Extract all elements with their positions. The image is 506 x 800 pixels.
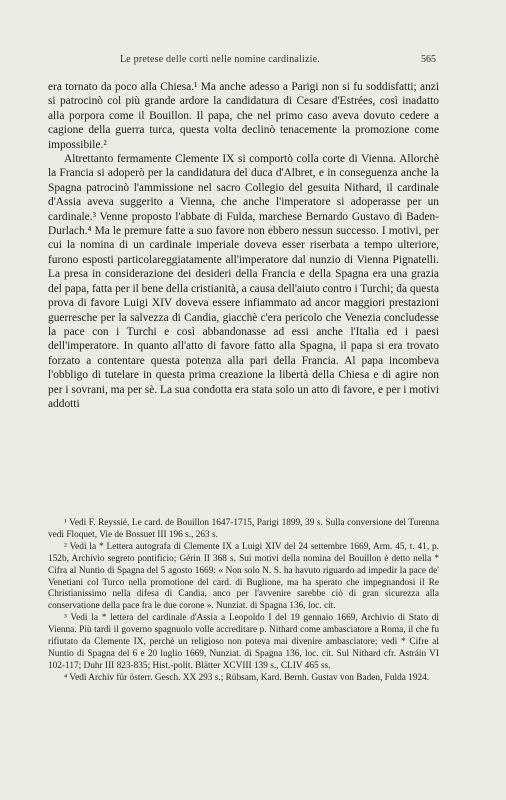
paragraph: Altrettanto fermamente Clemente IX si comportò colla corte di Vienna. Allorchè la Francia si adoperò per la candidatura del duca d'Albret, e in conseguenza anche la Spagna patrocinò l'ammissione nel sacro Collegio del gesuita Nithard, il cardinale d'Assia aveva suggerito a Vienna, che anche l'imperatore si adoperasse per un cardinale.³ Venne proposto l'abbate di Fulda, marchese Bernardo Gustavo di Baden-Durlach.⁴ Ma le premure fatte a suo favore non ebbero nessun successo. I motivi, per cui la nomina di un cardinale imperiale doveva esser riserbata a tempo ulteriore, furono esposti particolareggiatamente all'imperatore dal nunzio di Vienna Pignatelli. La presa in considerazione dei desideri della Francia e della Spagna era una grazia del papa, fatta per il bene della cristianità, a causa dell'aiuto contro i Turchi; da questa prova di favore Luigi XIV doveva essere infiammato ad ancor maggiori prestazioni guerresche per la salvezza di Candia, giacchè c'era pericolo che Venezia concludesse la pace con i Turchi e così abbandonasse ad essi anche l'Italia ed i paesi dell'imperatore. In quanto all'atto di favore fatto alla Spagna, il papa si era trovato forzato a contentare questa potenza alla pari della Francia. Al papa incombeva l'obbligo di tutelare in questa prima creazione la libertà della Chiesa e di agire non per i sovrani, ma per sè. La sua condotta era stata solo un atto di favore, e per i motivi addotti xyxy=(48,153,439,410)
footnote: ¹ Vedi F. Reyssié, Le card. de Bouillon 1647-1715, Parigi 1899, 39 s. Sulla conversione del Turenna vedi Floquet, Vie de Bossuet III 196 s., 263 s. xyxy=(48,518,439,540)
footnote: ⁴ Vedi Archiv für österr. Gesch. XX 293 s.; Rübsam, Kard. Bernh. Gustav von Baden, Fulda 1924. xyxy=(64,672,430,683)
footnote: ³ Vedi la * lettera del cardinale d'Assia a Leopoldo I del 19 gennaio 1669, Archivio di Stato di Vienna. Più tardi il governo spagnuolo volle accreditare p. Nithard come ambasciatore a Roma, il che fu rifiutato da Clemente IX, perchè un religioso non poteva mai divenire ambasciatore; vedi * Cifre al Nuntio di Spagna del 6 e 20 luglio 1669, Nunziat. di Spagna 136, loc. cit. Sul Nithard cfr. Astráin VI 102-117; Duhr III 823-835; Hist.-polit. Blätter XCVIII 139 s., CLIV 465 ss. xyxy=(48,613,439,671)
main-text xyxy=(48,80,439,411)
footnotes xyxy=(48,518,439,685)
running-title: Le pretese delle corti nelle nomine cardinalizie. xyxy=(120,54,320,65)
paragraph: era tornato da poco alla Chiesa.¹ Ma anche adesso a Parigi non si fu soddisfatti; anzi si patrocinò col più grande ardore la candidatura di Cesare d'Estrées, così inadatto alla porpora come il Bouillon. Il papa, che nel primo caso aveva dovuto cedere a cagione della guerra turca, questa volta declinò tenacemente la promozione come impossibile.² xyxy=(48,81,439,151)
footnote: ² Vedi la * Lettera autografa di Clemente IX a Luigi XIV del 24 settembre 1669, Arm. 45, t. 41, p. 152b, Archivio segreto pontificio; Gérin II 368 s. Sui motivi della nomina del Bouillon è detto nella * Cifra al Nuntio di Spagna del 5 agosto 1669: « Non solo N. S. ha havuto riguardo ad impedir la pace de' Venetiani col Turco nella promotione del card. di Buglione, ma ha sperato che impegnandosi il Re Christianissimo nella difesa di Candia, anco per l'avvenire sarebbe ciò di gran sicurezza alla conservatione della pace fra le due corone ». Nunziat. di Spagna 136, loc. cit. xyxy=(48,541,439,612)
page-number: 565 xyxy=(421,54,436,65)
